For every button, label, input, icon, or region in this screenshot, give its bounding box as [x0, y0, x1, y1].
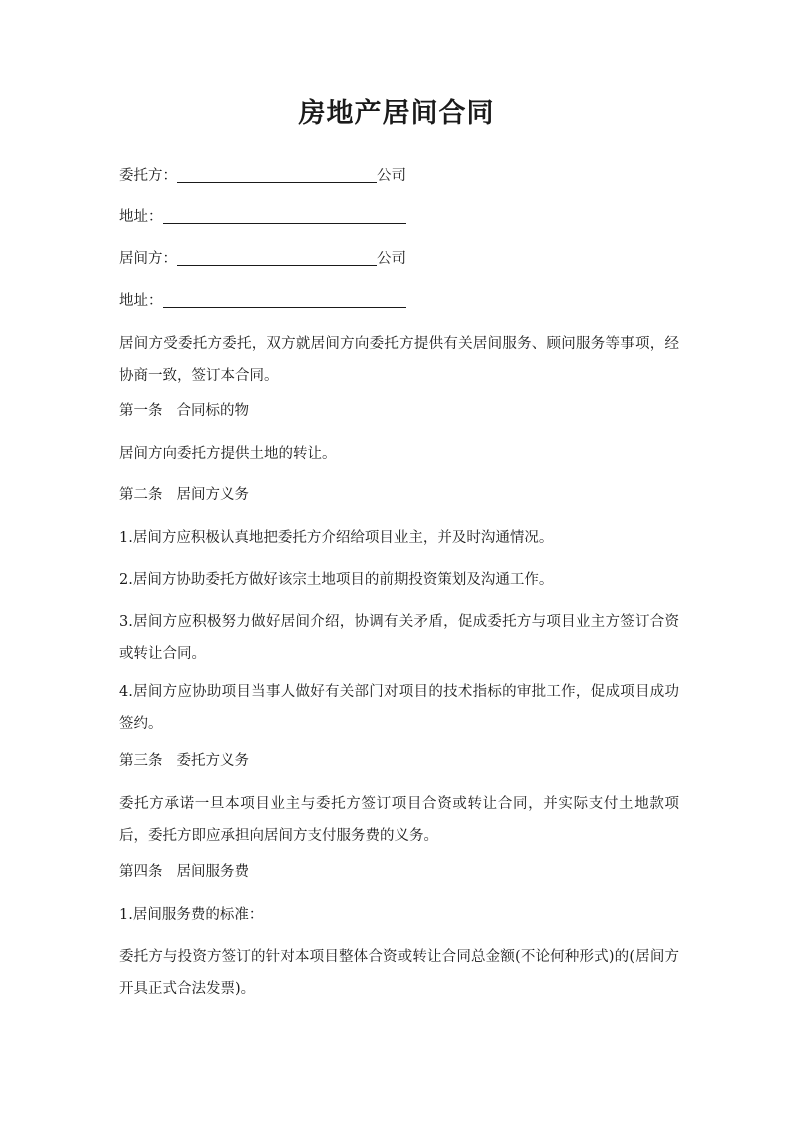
article-name: 居间方义务 — [176, 487, 249, 503]
broker-label: 居间方： — [119, 251, 177, 267]
broker-line — [119, 244, 679, 275]
broker-name-blank — [177, 246, 377, 266]
client-address-blank — [163, 204, 406, 224]
article-2-item: 4.居间方应协助项目当事人做好有关部门对项目的技术指标的审批工作，促成项目成功签约。 — [119, 684, 679, 732]
article-3-heading — [119, 746, 679, 777]
article-1-text: 居间方向委托方提供土地的转让。 — [119, 446, 337, 462]
client-company-suffix: 公司 — [377, 168, 406, 184]
article-name: 居间服务费 — [176, 864, 249, 880]
client-address-label: 地址： — [119, 209, 163, 225]
client-line — [119, 161, 679, 192]
article-number: 第一条 — [119, 403, 163, 419]
broker-company-suffix: 公司 — [377, 251, 406, 267]
article-name: 合同标的物 — [176, 403, 249, 419]
broker-address-label: 地址： — [119, 293, 163, 309]
article-2-heading — [119, 480, 679, 511]
client-name-blank — [177, 163, 377, 183]
article-2-item: 3.居间方应积极努力做好居间介绍，协调有关矛盾，促成委托方与项目业主方签订合资或转让合同。 — [119, 614, 679, 662]
article-3-text: 委托方承诺一旦本项目业主与委托方签订项目合资或转让合同，并实际支付土地款项后，委托方即应承担向居间方支付服务费的义务。 — [119, 796, 679, 844]
client-address-line — [119, 202, 679, 233]
article-number: 第四条 — [119, 864, 163, 880]
client-label: 委托方： — [119, 168, 177, 184]
article-4-item: 1.居间服务费的标准： — [119, 907, 264, 923]
article-2-item: 2.居间方协助委托方做好该宗土地项目的前期投资策划及沟通工作。 — [119, 572, 554, 588]
article-number: 第三条 — [119, 753, 163, 769]
intro-paragraph: 居间方受委托方委托，双方就居间方向委托方提供有关居间服务、顾问服务等事项，经协商一致，签订本合同。 — [119, 336, 679, 384]
broker-address-line — [119, 286, 679, 317]
article-1-heading — [119, 396, 679, 427]
article-name: 委托方义务 — [176, 753, 249, 769]
broker-address-blank — [163, 288, 406, 308]
article-number: 第二条 — [119, 487, 163, 503]
article-4-text: 委托方与投资方签订的针对本项目整体合资或转让合同总金额(不论何种形式)的(居间方开具正式合法发票)。 — [119, 949, 679, 997]
article-2-item: 1.居间方应积极认真地把委托方介绍给项目业主，并及时沟通情况。 — [119, 530, 554, 546]
document-title: 房地产居间合同 — [298, 98, 495, 129]
article-4-heading — [119, 857, 679, 888]
